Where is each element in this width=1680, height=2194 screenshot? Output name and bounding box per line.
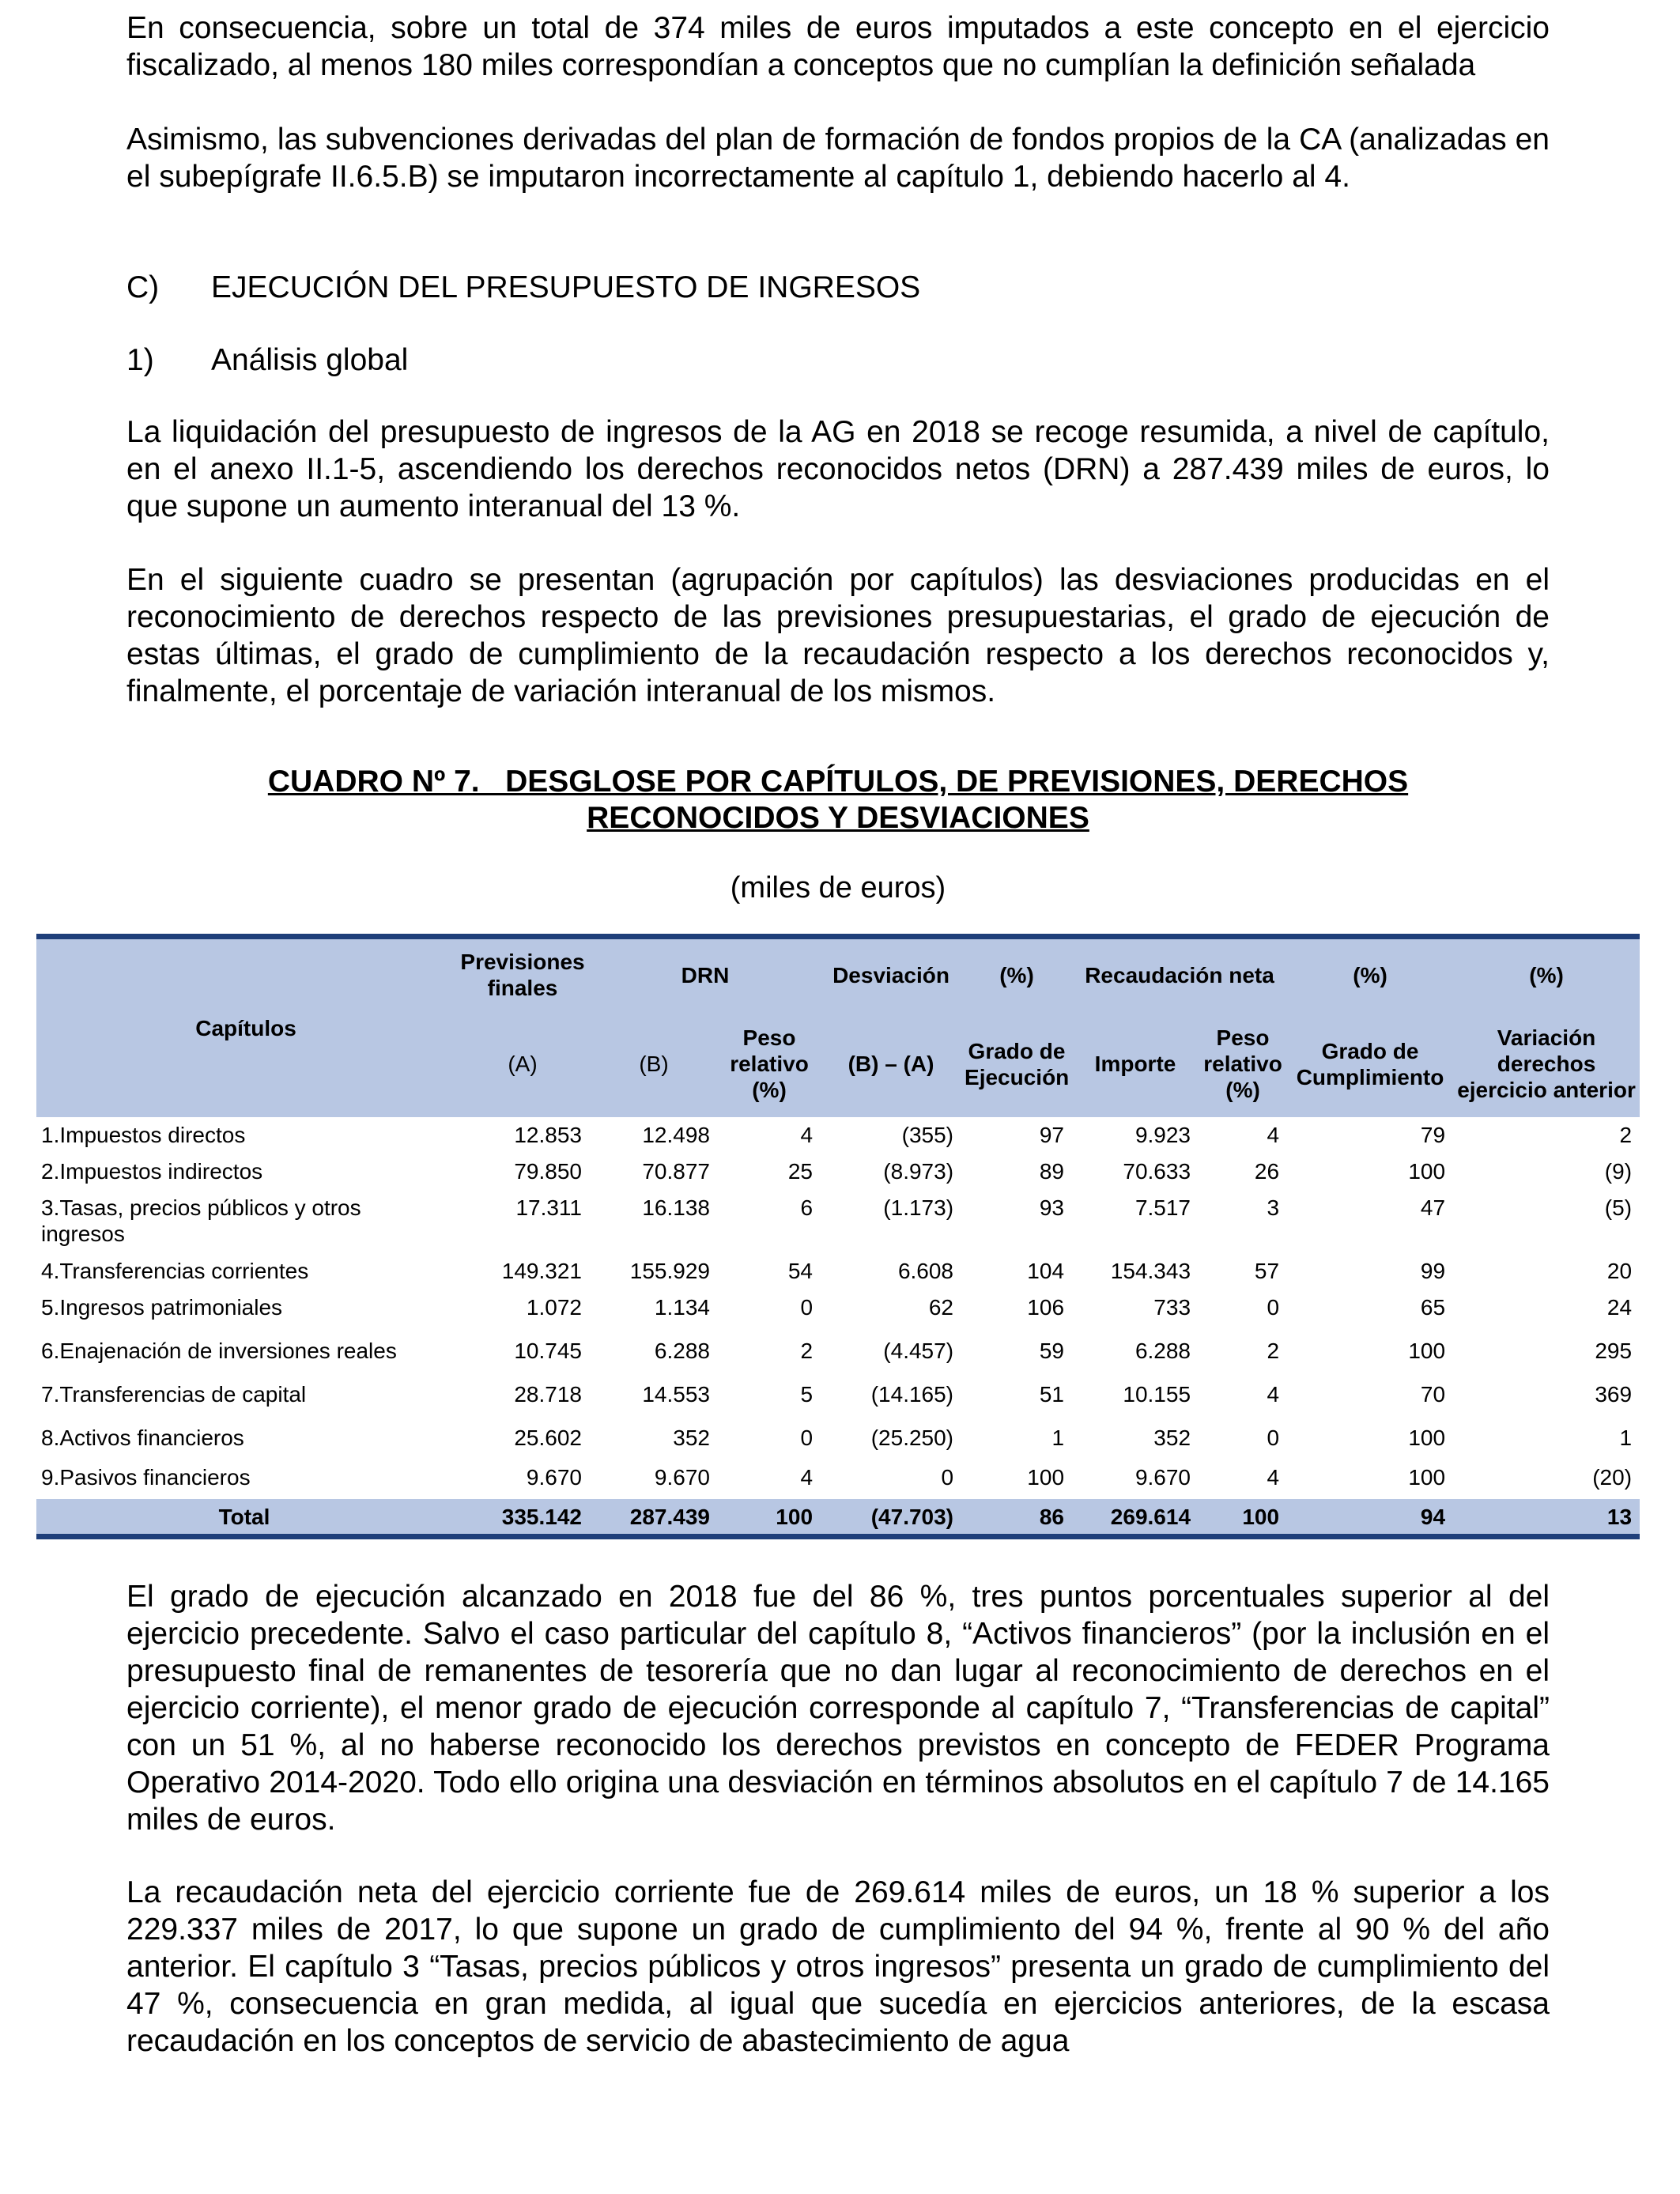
section-heading-c — [126, 269, 920, 306]
table-cell: 1.134 — [654, 1295, 710, 1320]
table-cell: 65 — [1420, 1295, 1446, 1320]
header-pct-1: (%) — [961, 937, 1072, 1011]
total-label: Total — [36, 1499, 455, 1537]
table-cell: (14.165) — [870, 1382, 954, 1407]
paragraph-3: La liquidación del presupuesto de ingresos de la AG en 2018 se recoge resumida, a nivel de capítulo, en el anexo II.1-5, ascendiendo los derechos reconocidos netos (DRN) a 287.439 miles de euros, lo que supone un aumento interanual del 13 %. — [126, 415, 1550, 523]
row-label: 6.Enajenación de inversiones reales — [41, 1339, 397, 1363]
total-cell: 287.439 — [590, 1499, 718, 1537]
table-row — [36, 1460, 1640, 1499]
table-cell: 2 — [800, 1339, 814, 1363]
header-b-minus-a: (B) – (A) — [821, 1010, 961, 1117]
total-cell: 100 — [718, 1499, 821, 1537]
table-cell: 1.072 — [526, 1295, 582, 1320]
header-desviacion: Desviación — [821, 937, 961, 1011]
total-cell: (47.703) — [821, 1499, 961, 1537]
table-cell: 62 — [928, 1295, 954, 1320]
chapters-table — [36, 934, 1640, 1539]
table-cell: 14.553 — [642, 1382, 710, 1407]
paragraph-6: La recaudación neta del ejercicio corriente fue de 269.614 miles de euros, un 18 % superior a los 229.337 miles de 2017, lo que supone un grado de cumplimiento del 94 %, frente al 90 % del año anterior. El capítulo 3 “Tasas, precios públicos y otros ingresos” presenta un grado de cumplimiento del 47 %, consecuencia en gran medida, al igual que sucedía en ejercicios anteriores, de la escasa recaudación en los conceptos de servicio de abastecimiento de agua — [126, 1875, 1550, 2058]
table-cell: 4 — [1267, 1465, 1280, 1490]
table-cell: 16.138 — [642, 1195, 710, 1220]
row-label: 1.Impuestos directos — [41, 1123, 246, 1147]
table-title — [126, 764, 1550, 836]
table-cell: 9.670 — [654, 1465, 710, 1490]
header-grado-cumplimiento: Grado de Cumplimiento — [1287, 1010, 1453, 1117]
table-cell: 3 — [1267, 1195, 1280, 1220]
table-cell: 9.670 — [526, 1465, 582, 1490]
table-cell: 0 — [800, 1426, 814, 1450]
table-cell: (9) — [1604, 1159, 1633, 1184]
table-cell: 6 — [800, 1195, 814, 1220]
row-label: 8.Activos financieros — [41, 1426, 244, 1450]
table-cell: 28.718 — [514, 1382, 582, 1407]
table-cell: 99 — [1420, 1259, 1446, 1283]
table-cell: 25.602 — [514, 1426, 582, 1450]
table-cell: 6.608 — [897, 1259, 954, 1283]
table-cell: (20) — [1592, 1465, 1633, 1490]
total-cell: 100 — [1199, 1499, 1287, 1537]
table-cell: 149.321 — [501, 1259, 582, 1283]
table-row — [36, 1376, 1640, 1420]
paragraph-4: En el siguiente cuadro se presentan (agrupación por capítulos) las desviaciones producidas en el reconocimiento de derechos respecto de las previsiones presupuestarias, el grado de ejecución de estas últimas, el grado de cumplimiento de la recaudación respecto a los derechos reconocidos y, finalmente, el porcentaje de variación interanual de los mismos. — [126, 563, 1550, 708]
table-cell: (4.457) — [883, 1339, 954, 1363]
table-cell: 97 — [1039, 1123, 1065, 1147]
row-label: 4.Transferencias corrientes — [41, 1259, 309, 1283]
table-cell: (1.173) — [883, 1195, 954, 1220]
table-row — [36, 1154, 1640, 1190]
row-label: 3.Tasas, precios públicos y otros ingresos — [41, 1195, 361, 1246]
table-cell: 100 — [1408, 1426, 1446, 1450]
paragraph-5: El grado de ejecución alcanzado en 2018 fue del 86 %, tres puntos porcentuales superior al del ejercicio precedente. Salvo el caso particular del capítulo 8, “Activos financieros” (por la inclusión en el presupuesto final de remanentes de tesorería que no dan lugar al reconocimiento de derechos en el ejercicio corriente), el menor grado de ejecución corresponde al capítulo 7, “Transferencias de capital” con un 51 %, al no haberse reconocido los derechos previstos en concepto de FEDER Programa Operativo 2014-2020. Todo ello origina una desviación en términos absolutos en el capítulo 7 de 14.165 miles de euros. — [126, 1580, 1550, 1837]
table-row — [36, 1253, 1640, 1290]
row-label: 7.Transferencias de capital — [41, 1382, 307, 1407]
header-b: (B) — [590, 1010, 718, 1117]
section-number: C) — [126, 270, 160, 304]
total-cell: 13 — [1453, 1499, 1640, 1537]
table-row — [36, 1333, 1640, 1376]
table-cell: 0 — [1267, 1426, 1280, 1450]
table-cell: 79.850 — [514, 1159, 582, 1184]
paragraph-1: En consecuencia, sobre un total de 374 miles de euros imputados a este concepto en el ejercicio fiscalizado, al menos 180 miles correspondían a conceptos que no cumplían la definición señalada — [126, 11, 1550, 82]
table-cell: 100 — [1027, 1465, 1065, 1490]
table-cell: 7.517 — [1134, 1195, 1191, 1220]
header-pct-3: (%) — [1453, 937, 1640, 1011]
table-cell: 2 — [1267, 1339, 1280, 1363]
table-cell: 4 — [800, 1123, 814, 1147]
table-total-row — [36, 1499, 1640, 1537]
table-cell: 100 — [1408, 1339, 1446, 1363]
table-cell: 10.745 — [514, 1339, 582, 1363]
table-cell: 70.877 — [642, 1159, 710, 1184]
table-cell: 155.929 — [629, 1259, 710, 1283]
table-row — [36, 1190, 1640, 1253]
table-cell: 1 — [1051, 1426, 1065, 1450]
table-cell: 352 — [673, 1426, 710, 1450]
table-cell: (5) — [1604, 1195, 1633, 1220]
table-cell: 154.343 — [1110, 1259, 1191, 1283]
table-row — [36, 1290, 1640, 1333]
header-recaudacion: Recaudación neta — [1072, 937, 1287, 1011]
table-cell: 6.288 — [1134, 1339, 1191, 1363]
table-cell: 369 — [1595, 1382, 1633, 1407]
header-previsiones: Previsiones finales — [455, 937, 590, 1011]
table-cell: 100 — [1408, 1465, 1446, 1490]
table-units: (miles de euros) — [730, 871, 946, 904]
header-grado-ejecucion: Grado de Ejecución — [961, 1010, 1072, 1117]
table-title-line-1: CUADRO Nº 7. DESGLOSE POR CAPÍTULOS, DE PREVISIONES, DERECHOS — [267, 765, 1409, 799]
table-row — [36, 1117, 1640, 1154]
table-cell: 0 — [941, 1465, 954, 1490]
header-pct-2: (%) — [1287, 937, 1453, 1011]
table-cell: 6.288 — [654, 1339, 710, 1363]
table-cell: 93 — [1039, 1195, 1065, 1220]
section-title: EJECUCIÓN DEL PRESUPUESTO DE INGRESOS — [211, 270, 921, 304]
header-importe: Importe — [1072, 1010, 1199, 1117]
header-capitulos: Capítulos — [36, 937, 455, 1118]
table-cell: 4 — [800, 1465, 814, 1490]
table-cell: 89 — [1039, 1159, 1065, 1184]
table-cell: 26 — [1254, 1159, 1280, 1184]
subsection-title: Análisis global — [211, 343, 409, 377]
table-cell: 733 — [1153, 1295, 1191, 1320]
table-cell: 25 — [787, 1159, 814, 1184]
table-cell: 106 — [1027, 1295, 1065, 1320]
header-variacion: Variación derechos ejercicio anterior — [1453, 1010, 1640, 1117]
table-row — [36, 1420, 1640, 1460]
table-cell: 24 — [1606, 1295, 1633, 1320]
table-cell: (355) — [901, 1123, 954, 1147]
header-peso-1: Peso relativo (%) — [718, 1010, 821, 1117]
table-cell: (8.973) — [883, 1159, 954, 1184]
table-cell: 51 — [1039, 1382, 1065, 1407]
table-cell: 20 — [1606, 1259, 1633, 1283]
row-label: 5.Ingresos patrimoniales — [41, 1295, 283, 1320]
table-cell: 1 — [1619, 1426, 1633, 1450]
table-cell: 104 — [1027, 1259, 1065, 1283]
header-a: (A) — [455, 1010, 590, 1117]
table-cell: 54 — [787, 1259, 814, 1283]
table-cell: 10.155 — [1123, 1382, 1191, 1407]
total-cell: 94 — [1287, 1499, 1453, 1537]
table-cell: 9.670 — [1134, 1465, 1191, 1490]
subsection-heading-1 — [126, 342, 408, 379]
table-cell: 0 — [800, 1295, 814, 1320]
header-drn: DRN — [590, 937, 821, 1011]
table-cell: 352 — [1153, 1426, 1191, 1450]
table-cell: 70.633 — [1123, 1159, 1191, 1184]
header-peso-2: Peso relativo (%) — [1199, 1010, 1287, 1117]
table-cell: 0 — [1267, 1295, 1280, 1320]
table-cell: 295 — [1595, 1339, 1633, 1363]
table-cell: 9.923 — [1134, 1123, 1191, 1147]
table-cell: 57 — [1254, 1259, 1280, 1283]
table-cell: 70 — [1420, 1382, 1446, 1407]
table-cell: (25.250) — [870, 1426, 954, 1450]
table-cell: 79 — [1420, 1123, 1446, 1147]
table-cell: 17.311 — [515, 1195, 582, 1220]
table-cell: 2 — [1619, 1123, 1633, 1147]
total-cell: 86 — [961, 1499, 1072, 1537]
row-label: 2.Impuestos indirectos — [41, 1159, 263, 1184]
row-label: 9.Pasivos financieros — [41, 1465, 251, 1490]
total-cell: 269.614 — [1072, 1499, 1199, 1537]
table-cell: 12.498 — [642, 1123, 710, 1147]
total-cell: 335.142 — [455, 1499, 590, 1537]
table-cell: 5 — [800, 1382, 814, 1407]
table-cell: 59 — [1039, 1339, 1065, 1363]
table-cell: 4 — [1267, 1123, 1280, 1147]
paragraph-2: Asimismo, las subvenciones derivadas del plan de formación de fondos propios de la CA (analizadas en el subepígrafe II.6.5.B) se imputaron incorrectamente al capítulo 1, debiendo hacerlo al 4. — [126, 123, 1550, 194]
table-cell: 47 — [1420, 1195, 1446, 1220]
subsection-number: 1) — [126, 343, 154, 377]
table-header-row-1 — [36, 937, 1640, 1011]
table-cell: 12.853 — [514, 1123, 582, 1147]
table-title-line-2: RECONOCIDOS Y DESVIACIONES — [587, 801, 1089, 835]
table-cell: 4 — [1267, 1382, 1280, 1407]
table-cell: 100 — [1408, 1159, 1446, 1184]
